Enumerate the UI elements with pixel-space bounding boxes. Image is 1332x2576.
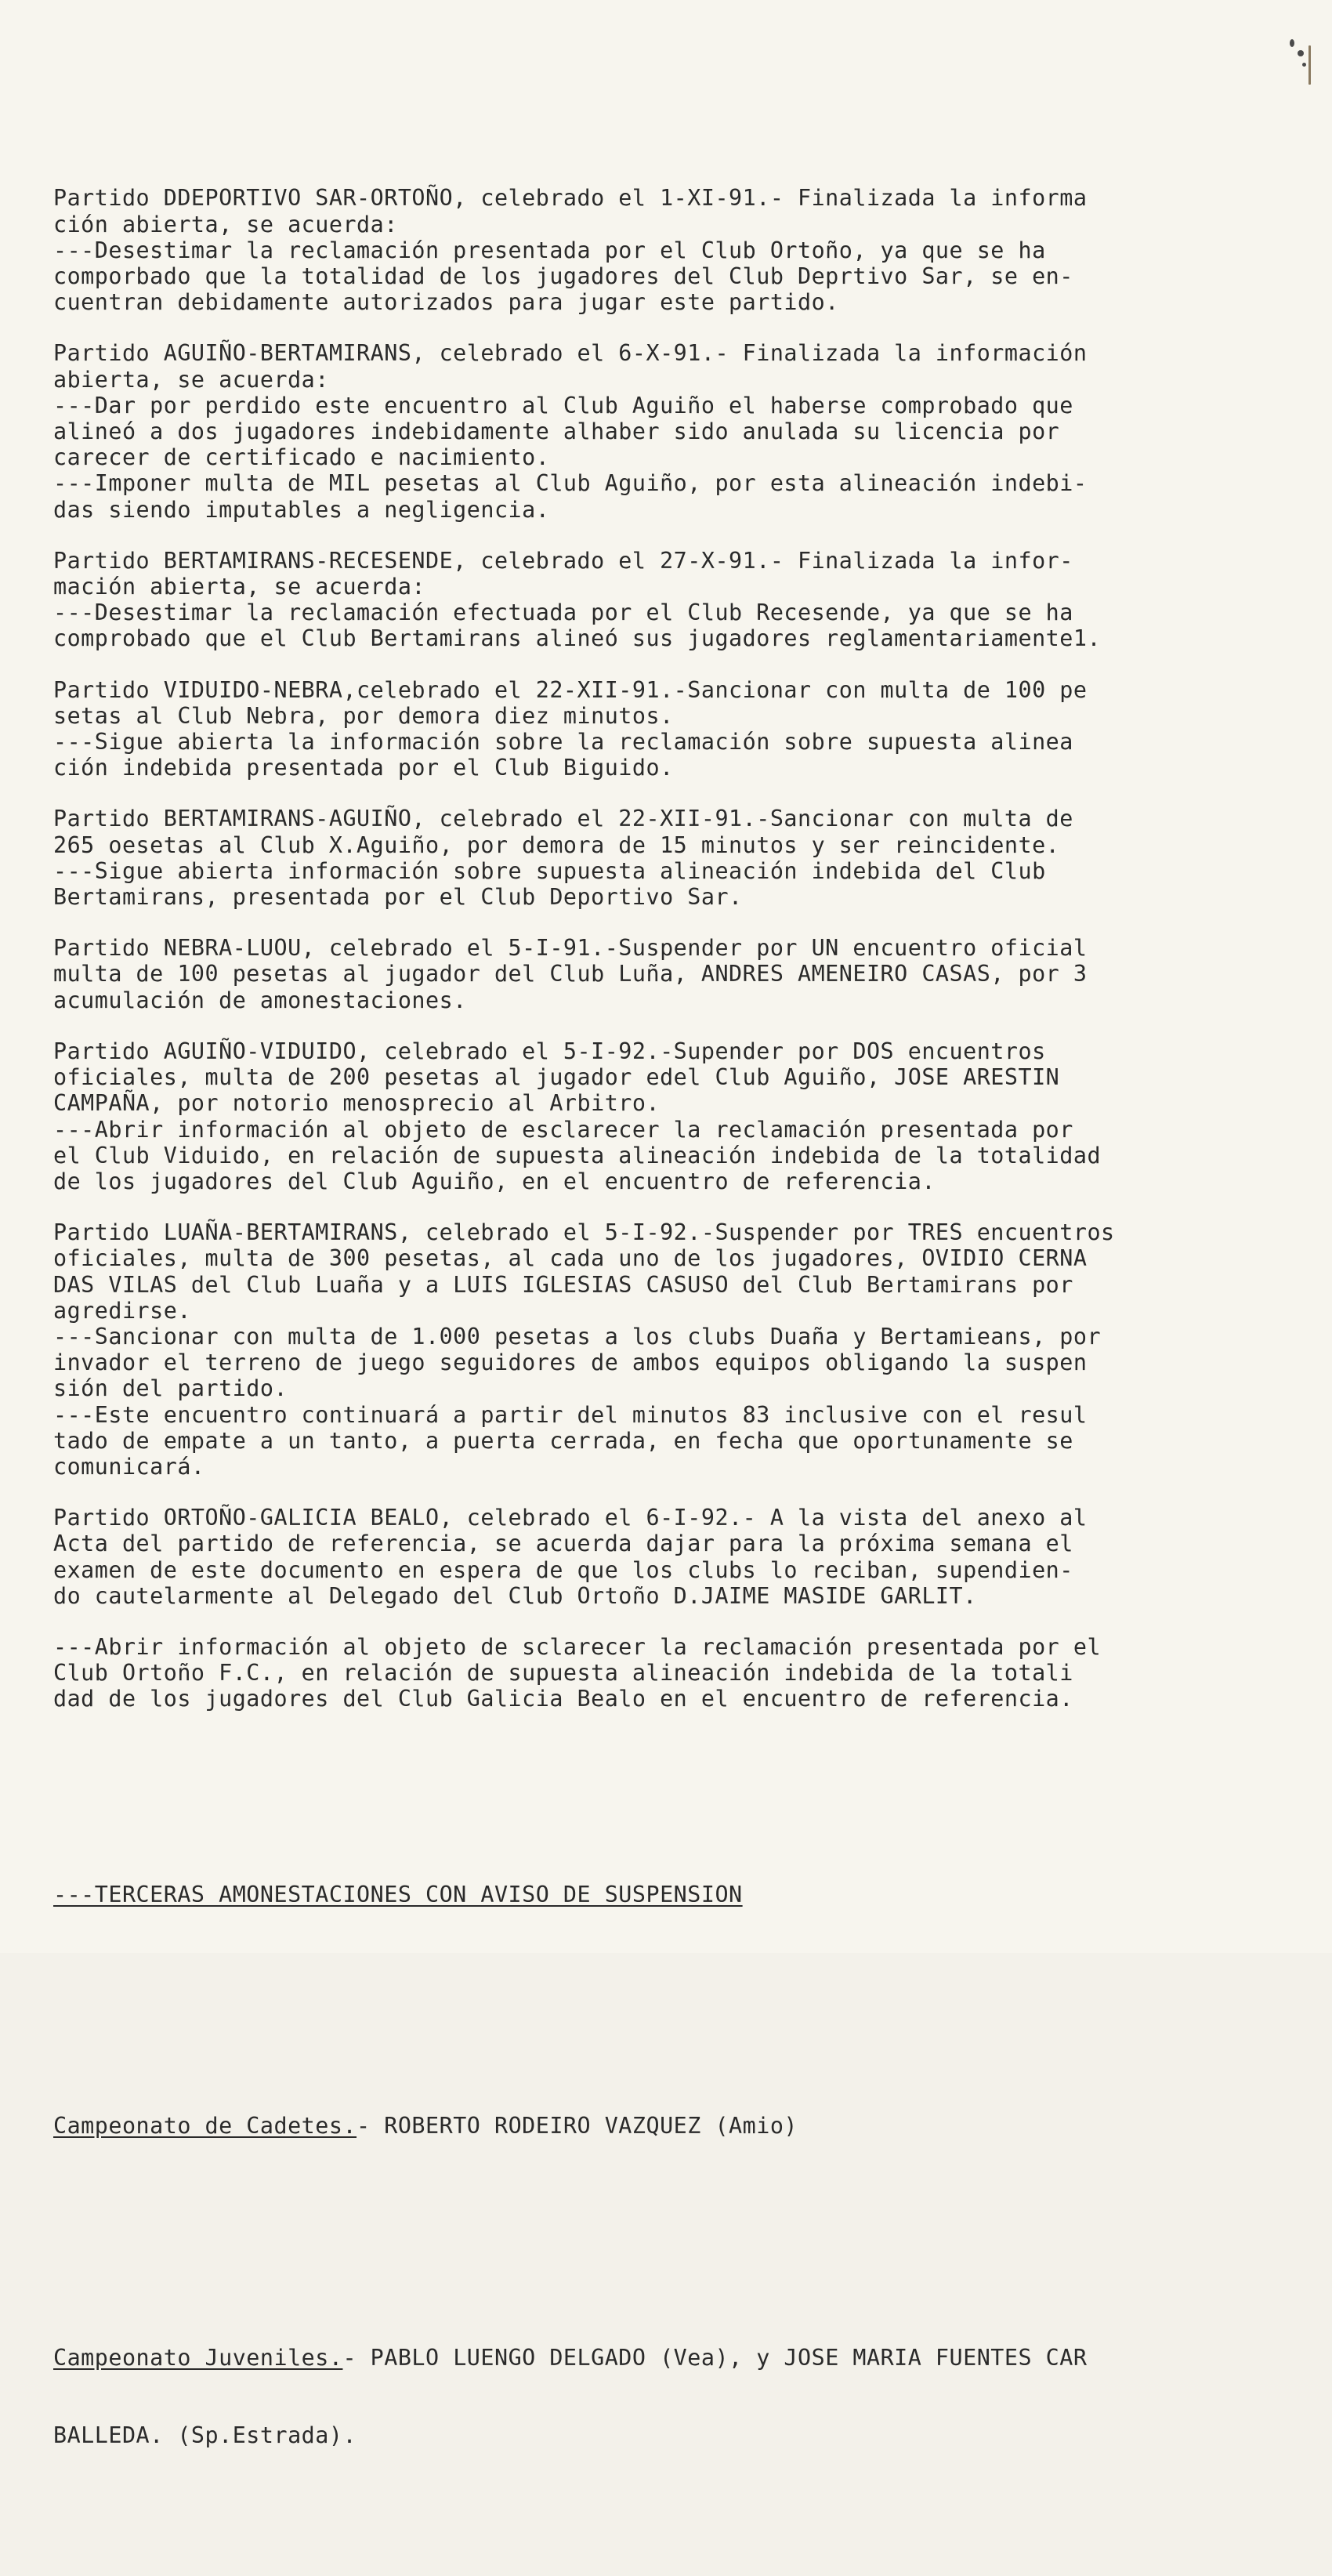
text-line: Partido AGUIÑO-VIDUIDO, celebrado el 5-I-92.-Supender por DOS encuentros bbox=[53, 1038, 1046, 1064]
text-line: sión del partido. bbox=[53, 1375, 288, 1402]
text-line: alineó a dos jugadores indebidamente alhaber sido anulada su licencia por bbox=[53, 418, 1060, 445]
text-line: do cautelarmente al Delegado del Club Ortoño D.JAIME MASIDE GARLIT. bbox=[53, 1582, 977, 1609]
juveniles-text: - PABLO LUENGO DELGADO (Vea), y JOSE MARIA FUENTES CAR bbox=[342, 2344, 1088, 2371]
text-line: de los jugadores del Club Aguiño, en el encuentro de referencia. bbox=[53, 1168, 936, 1194]
section-heading bbox=[53, 1829, 1291, 1959]
text-line: comprobado que el Club Bertamirans alineó sus jugadores reglamentariamente1. bbox=[53, 625, 1102, 652]
juveniles-text-cont: BALLEDA. (Sp.Estrada). bbox=[53, 2422, 357, 2449]
paragraph-nebra-luou bbox=[53, 935, 1291, 1013]
text-line: acumulación de amonestaciones. bbox=[53, 987, 467, 1013]
paragraph-bertamirans-recesende bbox=[53, 548, 1291, 652]
text-line: Partido DDEPORTIVO SAR-ORTOÑO, celebrado el 1-XI-91.- Finalizada la informa bbox=[53, 185, 1088, 212]
text-line: Partido VIDUIDO-NEBRA,celebrado el 22-XII-91.-Sancionar con multa de 100 pe bbox=[53, 676, 1088, 703]
text-line: Club Ortoño F.C., en relación de supuesta alineación indebida de la totali bbox=[53, 1660, 1073, 1687]
paragraph-luana-bertamirans bbox=[53, 1219, 1291, 1480]
section-heading-text: ---TERCERAS AMONESTACIONES CON AVISO DE SUSPENSION bbox=[53, 1881, 743, 1908]
text-line: oficiales, multa de 300 pesetas, al cada uno de los jugadores, OVIDIO CERNA bbox=[53, 1245, 1088, 1272]
text-line: invador el terreno de juego seguidores de ambos equipos obligando la suspen bbox=[53, 1350, 1088, 1376]
juveniles-label: Campeonato Juveniles. bbox=[53, 2344, 343, 2371]
text-line: ---Sigue abierta información sobre supuesta alineación indebida del Club bbox=[53, 857, 1046, 884]
text-line: multa de 100 pesetas al jugador del Club Luña, ANDRES AMENEIRO CASAS, por 3 bbox=[53, 961, 1088, 987]
text-line: mación abierta, se acuerda: bbox=[53, 574, 426, 600]
text-line: Partido NEBRA-LUOU, celebrado el 5-I-91.-Suspender por UN encuentro oficial bbox=[53, 935, 1088, 962]
text-line: ---Este encuentro continuará a partir del minutos 83 inclusive con el resul bbox=[53, 1401, 1088, 1428]
text-line: oficiales, multa de 200 pesetas al jugador edel Club Aguiño, JOSE ARESTIN bbox=[53, 1064, 1060, 1091]
text-line: ---Sigue abierta la información sobre la reclamación sobre supuesta alinea bbox=[53, 729, 1073, 755]
text-line: agredirse. bbox=[53, 1297, 191, 1324]
ink-stain bbox=[1290, 39, 1313, 110]
text-line: DAS VILAS del Club Luaña y a LUIS IGLESIAS CASUSO del Club Bertamirans por bbox=[53, 1271, 1073, 1298]
text-line: Partido LUAÑA-BERTAMIRANS, celebrado el 5-I-92.-Suspender por TRES encuentros bbox=[53, 1219, 1115, 1246]
text-line: ---Abrir información al objeto de sclarecer la reclamación presentada por el bbox=[53, 1633, 1102, 1660]
text-line: cuentran debidamente autorizados para jugar este partido. bbox=[53, 289, 839, 316]
text-line: ción indebida presentada por el Club Biguido. bbox=[53, 755, 674, 781]
text-line: abierta, se acuerda: bbox=[53, 366, 329, 393]
text-line: ---Sancionar con multa de 1.000 pesetas a los clubs Duaña y Bertamieans, por bbox=[53, 1323, 1102, 1350]
text-line: dad de los jugadores del Club Galicia Bealo en el encuentro de referencia. bbox=[53, 1686, 1073, 1712]
text-line: tado de empate a un tanto, a puerta cerrada, en fecha que oportunamente se bbox=[53, 1427, 1073, 1454]
text-line: ---Desestimar la reclamación presentada por el Club Ortoño, ya que se ha bbox=[53, 237, 1046, 263]
paragraph-bertamirans-aguino bbox=[53, 806, 1291, 910]
cadetes-entry bbox=[53, 2061, 1291, 2191]
text-line: CAMPAÑA, por notorio menosprecio al Arbitro. bbox=[53, 1090, 661, 1117]
text-line: Acta del partido de referencia, se acuerda dajar para la próxima semana el bbox=[53, 1531, 1073, 1557]
text-line: Partido AGUIÑO-BERTAMIRANS, celebrado el 6-X-91.- Finalizada la información bbox=[53, 340, 1088, 367]
text-line: el Club Viduido, en relación de supuesta alineación indebida de la totalidad bbox=[53, 1142, 1102, 1168]
text-line: setas al Club Nebra, por demora diez minutos. bbox=[53, 702, 674, 729]
text-line: ción abierta, se acuerda: bbox=[53, 211, 398, 237]
text-line: ---Desestimar la reclamación efectuada por el Club Recesende, ya que se ha bbox=[53, 600, 1073, 626]
text-line: ---Imponer multa de MIL pesetas al Club Aguiño, por esta alineación indebi- bbox=[53, 470, 1088, 497]
paragraph-ortono-galicia-bealo bbox=[53, 1505, 1291, 1609]
text-line: Partido BERTAMIRANS-AGUIÑO, celebrado el 22-XII-91.-Sancionar con multa de bbox=[53, 806, 1073, 832]
document-body bbox=[53, 133, 1291, 2576]
text-line: ---Abrir información al objeto de esclarecer la reclamación presentada por bbox=[53, 1116, 1073, 1143]
cadetes-text: - ROBERTO RODEIRO VAZQUEZ (Amio) bbox=[357, 2113, 798, 2139]
text-line: Partido BERTAMIRANS-RECESENDE, celebrado el 27-X-91.- Finalizada la infor- bbox=[53, 547, 1073, 574]
paragraph-aguino-bertamirans-1 bbox=[53, 340, 1291, 522]
text-line: examen de este documento en espera de que los clubs lo reciban, supendien- bbox=[53, 1556, 1073, 1583]
text-line: Bertamirans, presentada por el Club Deportivo Sar. bbox=[53, 884, 743, 911]
text-line: Partido ORTOÑO-GALICIA BEALO, celebrado el 6-I-92.- A la vista del anexo al bbox=[53, 1505, 1088, 1531]
text-line: comporbado que la totalidad de los jugadores del Club Deprtivo Sar, se en- bbox=[53, 263, 1073, 290]
text-line: 265 oesetas al Club X.Aguiño, por demora de 15 minutos y ser reincidente. bbox=[53, 831, 1060, 858]
text-line: ---Dar por perdido este encuentro al Club Aguiño el haberse comprobado que bbox=[53, 392, 1073, 418]
paragraph-aguino-viduido bbox=[53, 1038, 1291, 1194]
text-line: carecer de certificado e nacimiento. bbox=[53, 444, 550, 471]
paragraph-viduido-nebra bbox=[53, 677, 1291, 781]
juveniles-entry bbox=[53, 2292, 1291, 2501]
paragraph-abrir-informacion bbox=[53, 1634, 1291, 1712]
paragraph-ddeportivo-sar-ortono bbox=[53, 185, 1291, 315]
text-line: das siendo imputables a negligencia. bbox=[53, 496, 550, 523]
text-line: comunicará. bbox=[53, 1453, 205, 1480]
cadetes-label: Campeonato de Cadetes. bbox=[53, 2113, 357, 2139]
